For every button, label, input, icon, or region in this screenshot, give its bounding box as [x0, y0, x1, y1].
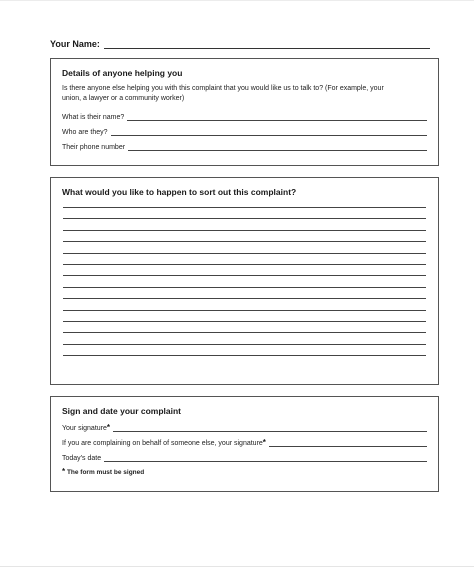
signature-required-asterisk: *	[106, 423, 111, 432]
outcome-writing-line[interactable]	[63, 310, 426, 311]
outcome-writing-line[interactable]	[63, 298, 426, 299]
outcome-writing-line[interactable]	[63, 264, 426, 265]
signature-field	[62, 422, 427, 432]
note-text: The form must be signed	[66, 469, 145, 476]
behalf-required-asterisk: *	[262, 438, 266, 447]
page-top-edge	[0, 0, 474, 11]
behalf-signature-field	[62, 437, 427, 447]
signature-note	[62, 467, 144, 476]
outcome-writing-line[interactable]	[63, 230, 426, 231]
helper-section-title: Details of anyone helping you	[62, 68, 183, 78]
signature-label: Your signature	[62, 425, 107, 432]
helper-name-label: What is their name?	[62, 114, 125, 121]
sign-date-box	[50, 396, 439, 492]
outcome-writing-line[interactable]	[63, 241, 426, 242]
helper-role-field	[62, 126, 427, 136]
outcome-writing-line[interactable]	[63, 321, 426, 322]
date-field	[62, 452, 427, 462]
page-bottom-edge	[0, 566, 474, 567]
outcome-writing-line[interactable]	[63, 207, 426, 208]
your-name-line[interactable]	[104, 40, 430, 49]
outcome-section-title: What would you like to happen to sort out this complaint?	[62, 187, 297, 197]
sign-section-title: Sign and date your complaint	[62, 406, 182, 416]
outcome-writing-line[interactable]	[63, 287, 426, 288]
date-line[interactable]	[104, 455, 427, 462]
outcome-writing-line[interactable]	[63, 355, 426, 356]
outcome-writing-line[interactable]	[63, 275, 426, 276]
helper-phone-field	[62, 141, 427, 151]
helper-role-line[interactable]	[111, 129, 427, 136]
helper-name-line[interactable]	[127, 114, 427, 121]
behalf-signature-label: If you are complaining on behalf of someone else, your signature	[62, 440, 263, 447]
helper-question-line-1: Is there anyone else helping you with this complaint that you would like us to talk to? (For example, your	[62, 85, 384, 92]
outcome-writing-line[interactable]	[63, 332, 426, 333]
signature-line[interactable]	[113, 425, 427, 432]
outcome-writing-line[interactable]	[63, 218, 426, 219]
helper-phone-label: Their phone number	[62, 144, 126, 151]
outcome-writing-line[interactable]	[63, 344, 426, 345]
outcome-writing-line[interactable]	[63, 253, 426, 254]
your-name-label: Your Name:	[50, 39, 100, 49]
helper-role-label: Who are they?	[62, 129, 108, 136]
helper-details-box	[50, 58, 439, 166]
your-name-row	[50, 35, 430, 49]
helper-phone-line[interactable]	[128, 144, 427, 151]
outcome-box	[50, 177, 439, 385]
date-label: Today's date	[62, 455, 102, 462]
behalf-signature-line[interactable]	[269, 440, 427, 447]
helper-name-field	[62, 111, 427, 121]
helper-question-line-2: union, a lawyer or a community worker)	[62, 95, 185, 102]
note-asterisk: *	[62, 467, 66, 476]
